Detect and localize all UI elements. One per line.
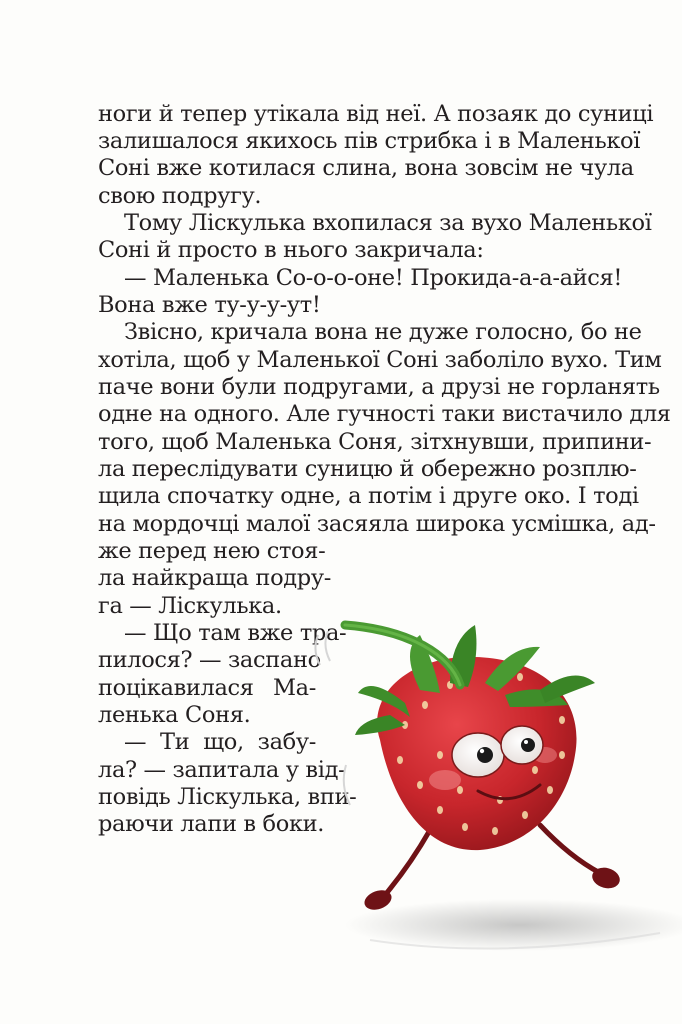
text-line: на мордочці малої засяяла широка усмішка, ад- (98, 511, 656, 537)
text-line: того, щоб Маленька Соня, зітхнувши, припини- (98, 429, 652, 455)
text-line: ленька Соня. (98, 702, 251, 728)
text-line: ла? — запитала у від- (98, 757, 346, 783)
text-line: — Ти що, забу- (124, 729, 316, 755)
text-line: повідь Ліскулька, впи- (98, 784, 357, 810)
motion-line (315, 635, 320, 665)
text-line: ноги й тепер утікала від неї. А позаяк до суниці (98, 101, 654, 127)
text-line: — Що там вже тра- (124, 620, 347, 646)
right-leg (540, 825, 600, 873)
text-line: Соні вже котилася слина, вона зовсім не чула (98, 155, 634, 181)
text-line: пилося? — заспано (98, 647, 321, 673)
text-line: Вона вже ту-у-у-ут! (98, 292, 321, 318)
text-line: паче вони були подругами, а друзі не горланять (98, 374, 660, 400)
text-line: га — Ліскулька. (98, 593, 282, 619)
motion-line (325, 631, 330, 661)
text-line: — Маленька Со-о-о-оне! Прокида-а-а-айся! (124, 265, 623, 291)
text-line: Соні й просто в нього закричала: (98, 237, 484, 263)
text-line: Звісно, кричала вона не дуже голосно, бо не (124, 319, 642, 345)
text-line: ла переслідувати суницю й обережно розплю- (98, 456, 637, 482)
text-line: ла найкраща подру- (98, 565, 331, 591)
text-line: раючи лапи в боки. (98, 811, 325, 837)
text-line: залишалося якихось пів стрибка і в Маленької (98, 128, 641, 154)
text-line: щила спочатку одне, а потім і друге око. І тоді (98, 483, 639, 509)
text-line: свою подругу. (98, 183, 262, 209)
text-line: одне на одного. Але гучності таки вистачило для (98, 401, 671, 427)
text-line: хотіла, щоб у Маленької Соні заболіло вухо. Тим (98, 347, 662, 373)
text-line: поцікавилася Ма- (98, 675, 316, 701)
text-line: же перед нею стоя- (98, 538, 326, 564)
left-leg (385, 830, 430, 895)
strawberry-character-icon (300, 595, 682, 1024)
text-line: Тому Ліскулька вхопилася за вухо Маленької (124, 210, 652, 236)
